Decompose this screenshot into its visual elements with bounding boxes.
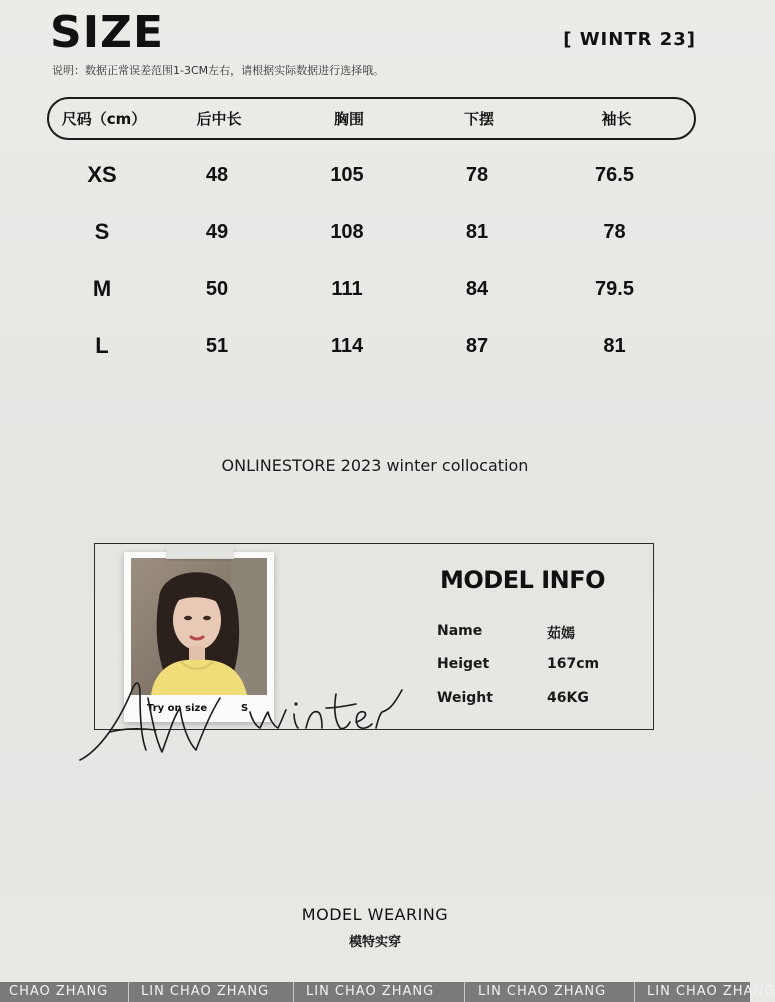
brand-strip-item: LIN CHAO ZHANG <box>141 984 270 999</box>
brand-strip <box>0 982 775 1002</box>
back-length-cell: 50 <box>205 277 229 300</box>
sleeve-cell: 78 <box>603 220 626 243</box>
sleeve-cell: 79.5 <box>595 277 634 300</box>
back-length-cell: 49 <box>205 220 229 243</box>
height-label: Heiget <box>437 656 490 672</box>
try-on-size: S <box>241 703 249 714</box>
header-sleeve: 袖长 <box>601 110 632 128</box>
back-length-cell: 48 <box>205 163 229 186</box>
page-title: SIZE <box>50 7 165 58</box>
size-table-header <box>47 97 696 140</box>
weight-value: 46KG <box>547 690 589 706</box>
try-on-label: Try on size <box>147 703 208 714</box>
table-row <box>47 212 696 252</box>
name-value: 茹嫣 <box>547 626 575 642</box>
size-cell: L <box>95 333 109 358</box>
brand-strip-item: LIN CHAO ZHANG <box>478 984 607 999</box>
header-chest: 胸围 <box>333 110 364 128</box>
brand-strip-item: CHAO ZHANG <box>9 984 109 999</box>
collection-line: ONLINESTORE 2023 winter collocation <box>221 456 529 475</box>
script-aw-winter <box>70 650 420 770</box>
sleeve-cell: 81 <box>603 334 626 357</box>
name-label: Name <box>437 623 483 639</box>
hem-cell: 87 <box>465 334 489 357</box>
model-info-title: MODEL INFO <box>440 566 606 594</box>
chest-cell: 114 <box>330 334 364 357</box>
size-cell: XS <box>87 162 117 187</box>
header-hem: 下摆 <box>463 110 494 128</box>
size-cell: M <box>92 276 112 301</box>
brand-strip-divider <box>464 982 465 1002</box>
hem-cell: 81 <box>465 220 489 243</box>
brand-strip-item: LIN CHAO ZHANG <box>306 984 435 999</box>
back-length-cell: 51 <box>205 334 229 357</box>
table-row <box>47 269 696 309</box>
season-tag: [ WINTR 23] <box>563 29 696 50</box>
brand-strip-item: LIN CHAO ZHANG <box>647 984 775 999</box>
size-note: 说明：数据正常误差范围1-3CM左右，请根据实际数据进行选择哦。 <box>52 64 385 77</box>
brand-strip-divider <box>293 982 294 1002</box>
table-row <box>47 326 696 366</box>
chest-cell: 105 <box>330 163 364 186</box>
tape-strip <box>166 545 234 559</box>
model-wearing-title: MODEL WEARING <box>301 905 449 924</box>
header-size: 尺码（cm） <box>61 110 147 128</box>
hem-cell: 78 <box>465 163 489 186</box>
hem-cell: 84 <box>465 277 489 300</box>
size-cell: S <box>94 219 110 244</box>
model-wearing-subtitle: 模特实穿 <box>348 935 401 950</box>
chest-cell: 111 <box>331 277 363 300</box>
header-back-length: 后中长 <box>196 110 242 128</box>
sleeve-cell: 76.5 <box>595 163 634 186</box>
weight-label: Weight <box>437 690 493 706</box>
brand-strip-divider <box>128 982 129 1002</box>
chest-cell: 108 <box>330 220 364 243</box>
brand-strip-divider <box>634 982 635 1002</box>
height-value: 167cm <box>547 656 600 672</box>
table-row <box>47 155 696 195</box>
